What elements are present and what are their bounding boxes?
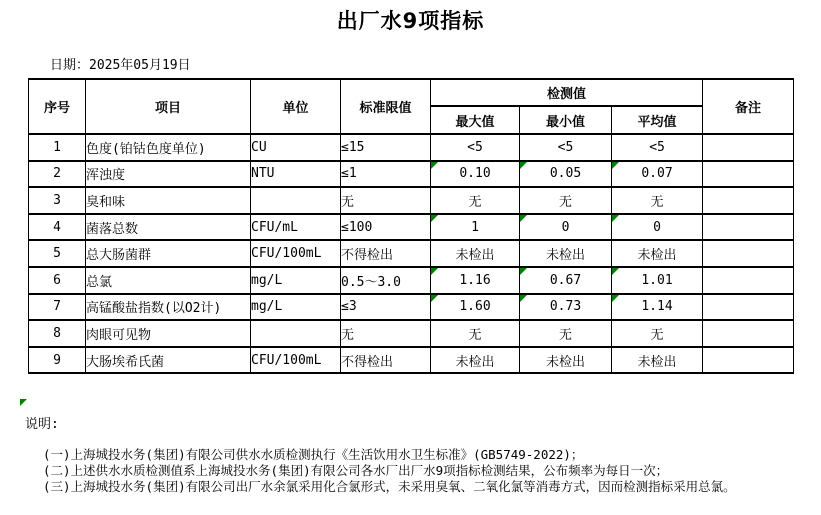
table-row bbox=[29, 214, 794, 241]
col-header-detection: 检测值 bbox=[431, 79, 703, 106]
cell-avg: 无 bbox=[612, 187, 703, 214]
cell-no: 9 bbox=[29, 347, 86, 374]
cell-avg: 未检出 bbox=[612, 240, 703, 267]
cell-min: 0.05 bbox=[520, 161, 612, 188]
col-header-max: 最大值 bbox=[431, 106, 520, 134]
cell-avg: 1.01 bbox=[612, 267, 703, 294]
table-row bbox=[29, 240, 794, 267]
cell-unit: mg/L bbox=[251, 294, 341, 321]
cell-remark bbox=[703, 347, 794, 374]
cell-min: 无 bbox=[520, 320, 612, 347]
cell-unit: CFU/mL bbox=[251, 214, 341, 241]
cell-flag-icon bbox=[431, 268, 438, 275]
col-header-remark: 备注 bbox=[703, 79, 794, 134]
cell-flag-icon bbox=[520, 215, 527, 222]
cell-remark bbox=[703, 134, 794, 161]
cell-flag-icon bbox=[520, 295, 527, 302]
cell-flag-icon bbox=[431, 162, 438, 169]
cell-flag-icon bbox=[431, 215, 438, 222]
page-title: 出厂水9项指标 bbox=[336, 9, 485, 33]
cell-no: 8 bbox=[29, 320, 86, 347]
cell-item: 总氯 bbox=[86, 267, 251, 294]
cell-item: 总大肠菌群 bbox=[86, 240, 251, 267]
cell-min: 无 bbox=[520, 187, 612, 214]
cell-avg: 未检出 bbox=[612, 347, 703, 374]
col-header-avg: 平均值 bbox=[612, 106, 703, 134]
cell-max: 1 bbox=[431, 214, 520, 241]
cell-flag-icon bbox=[520, 268, 527, 275]
report-date: 日期：2025年05月19日 bbox=[50, 58, 191, 73]
cell-min: 未检出 bbox=[520, 347, 612, 374]
cell-flag-icon bbox=[612, 295, 619, 302]
cell-max: 1.60 bbox=[431, 294, 520, 321]
table-row bbox=[29, 267, 794, 294]
cell-max: 未检出 bbox=[431, 240, 520, 267]
cell-limit: 0.5～3.0 bbox=[341, 267, 431, 294]
cell-limit: ≤1 bbox=[341, 161, 431, 188]
comment-flag-icon bbox=[20, 399, 27, 406]
cell-min: 未检出 bbox=[520, 240, 612, 267]
cell-limit: 不得检出 bbox=[341, 240, 431, 267]
cell-max: 1.16 bbox=[431, 267, 520, 294]
table-row bbox=[29, 187, 794, 214]
cell-item: 臭和味 bbox=[86, 187, 251, 214]
cell-min: 0.73 bbox=[520, 294, 612, 321]
cell-remark bbox=[703, 161, 794, 188]
cell-item: 菌落总数 bbox=[86, 214, 251, 241]
cell-max: 0.10 bbox=[431, 161, 520, 188]
table-row bbox=[29, 347, 794, 374]
cell-limit: ≤3 bbox=[341, 294, 431, 321]
cell-remark bbox=[703, 320, 794, 347]
cell-remark bbox=[703, 214, 794, 241]
cell-limit: ≤100 bbox=[341, 214, 431, 241]
cell-avg: <5 bbox=[612, 134, 703, 161]
cell-remark bbox=[703, 294, 794, 321]
cell-limit: 无 bbox=[341, 187, 431, 214]
cell-limit: ≤15 bbox=[341, 134, 431, 161]
cell-unit bbox=[251, 320, 341, 347]
cell-no: 3 bbox=[29, 187, 86, 214]
cell-unit: NTU bbox=[251, 161, 341, 188]
cell-max: 未检出 bbox=[431, 347, 520, 374]
notes-heading: 说明: bbox=[25, 417, 59, 432]
cell-flag-icon bbox=[431, 295, 438, 302]
cell-limit: 不得检出 bbox=[341, 347, 431, 374]
cell-avg: 0 bbox=[612, 214, 703, 241]
cell-unit: mg/L bbox=[251, 267, 341, 294]
table-row bbox=[29, 320, 794, 347]
cell-unit: CU bbox=[251, 134, 341, 161]
cell-no: 7 bbox=[29, 294, 86, 321]
cell-remark bbox=[703, 240, 794, 267]
note-line-2: (二)上述供水水质检测值系上海城投水务(集团)有限公司各水厂出厂水9项指标检测结果，公布频率为每日一次； bbox=[43, 463, 669, 478]
cell-item: 大肠埃希氏菌 bbox=[86, 347, 251, 374]
col-header-no: 序号 bbox=[29, 79, 86, 134]
cell-remark bbox=[703, 187, 794, 214]
cell-item: 色度(铂钴色度单位) bbox=[86, 134, 251, 161]
cell-flag-icon bbox=[520, 162, 527, 169]
cell-no: 2 bbox=[29, 161, 86, 188]
cell-avg: 1.14 bbox=[612, 294, 703, 321]
cell-no: 1 bbox=[29, 134, 86, 161]
cell-no: 5 bbox=[29, 240, 86, 267]
col-header-limit: 标准限值 bbox=[341, 79, 431, 134]
cell-min: 0.67 bbox=[520, 267, 612, 294]
cell-avg: 无 bbox=[612, 320, 703, 347]
cell-avg: 0.07 bbox=[612, 161, 703, 188]
cell-unit: CFU/100mL bbox=[251, 240, 341, 267]
header-row-top bbox=[29, 79, 794, 106]
note-line-1: (一)上海城投水务(集团)有限公司供水水质检测执行《生活饮用水卫生标准》(GB5749-2022)； bbox=[43, 447, 584, 462]
col-header-min: 最小值 bbox=[520, 106, 612, 134]
col-header-item: 项目 bbox=[86, 79, 251, 134]
cell-item: 浑浊度 bbox=[86, 161, 251, 188]
table-row bbox=[29, 161, 794, 188]
col-header-unit: 单位 bbox=[251, 79, 341, 134]
cell-max: 无 bbox=[431, 320, 520, 347]
note-line-3: (三)上海城投水务(集团)有限公司出厂水余氯采用化合氯形式，未采用臭氧、二氧化氯等消毒方式，因而检测指标采用总氯。 bbox=[43, 479, 736, 494]
table-row bbox=[29, 134, 794, 161]
cell-flag-icon bbox=[612, 215, 619, 222]
cell-item: 高锰酸盐指数(以O2计) bbox=[86, 294, 251, 321]
cell-max: 无 bbox=[431, 187, 520, 214]
cell-min: 0 bbox=[520, 214, 612, 241]
cell-unit: CFU/100mL bbox=[251, 347, 341, 374]
cell-item: 肉眼可见物 bbox=[86, 320, 251, 347]
cell-limit: 无 bbox=[341, 320, 431, 347]
cell-min: <5 bbox=[520, 134, 612, 161]
cell-remark bbox=[703, 267, 794, 294]
table-row bbox=[29, 294, 794, 321]
cell-flag-icon bbox=[612, 268, 619, 275]
water-quality-table bbox=[28, 78, 794, 374]
cell-max: <5 bbox=[431, 134, 520, 161]
cell-flag-icon bbox=[612, 162, 619, 169]
cell-unit bbox=[251, 187, 341, 214]
cell-no: 4 bbox=[29, 214, 86, 241]
cell-no: 6 bbox=[29, 267, 86, 294]
notes-list bbox=[43, 447, 736, 495]
